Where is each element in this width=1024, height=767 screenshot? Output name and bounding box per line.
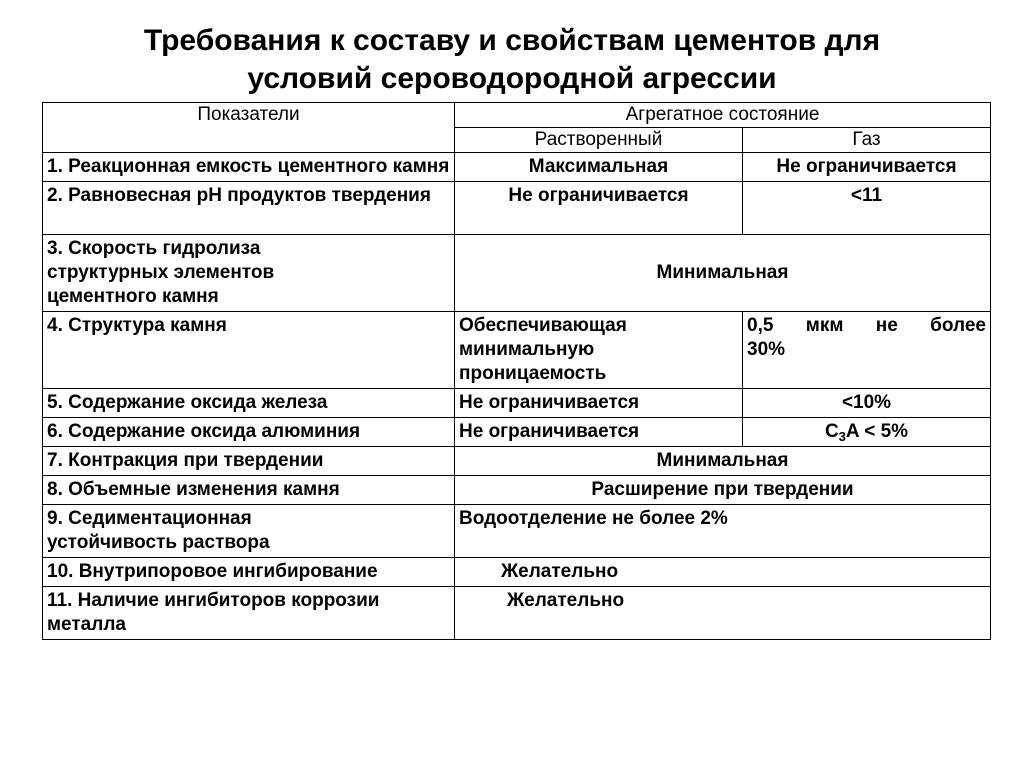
- row-label: 6. Содержание оксида алюминия: [43, 418, 455, 447]
- table-row: [43, 447, 991, 476]
- cell-gas-line-1: 0,5 мкм не более: [747, 315, 986, 336]
- page-title: [0, 22, 1024, 98]
- table-row: [43, 505, 991, 558]
- row-label: 11. Наличие ингибиторов коррозии металла: [43, 587, 455, 640]
- header-indicators: Показатели: [43, 103, 455, 153]
- row-label: 1. Реакционная емкость цементного камня: [43, 153, 455, 182]
- row-label: 2. Равновесная рН продуктов твердения: [43, 182, 455, 235]
- cell-dissolved: Не ограничивается: [455, 389, 743, 418]
- cell-merged: Минимальная: [455, 447, 991, 476]
- cell-dissolved: Обеспечивающая минимальную проницаемость: [455, 312, 743, 389]
- table-row: [43, 476, 991, 505]
- cell-dissolved: Максимальная: [455, 153, 743, 182]
- table-row: [43, 558, 991, 587]
- row-label: 8. Объемные изменения камня: [43, 476, 455, 505]
- row-label: 3. Скорость гидролиза структурных элементов цементного камня: [43, 235, 455, 312]
- table-row: [43, 389, 991, 418]
- table-row: [43, 312, 991, 389]
- cell-gas-rest: A < 5%: [845, 421, 909, 442]
- row-label: 10. Внутрипоровое ингибирование: [43, 558, 455, 587]
- cell-merged: Минимальная: [455, 235, 991, 312]
- row-label: 9. Седиментационная устойчивость раствора: [43, 505, 455, 558]
- cell-gas: Не ограничивается: [743, 153, 991, 182]
- table-row: [43, 418, 991, 447]
- requirements-table: [42, 102, 991, 640]
- cell-dissolved: Не ограничивается: [455, 418, 743, 447]
- cell-gas: [743, 312, 991, 389]
- cell-gas: <11: [743, 182, 991, 235]
- cell-gas-line-2: 30%: [747, 339, 786, 360]
- cell-gas: <10%: [743, 389, 991, 418]
- title-line-1: Требования к составу и свойствам цементов для: [143, 24, 881, 57]
- row-label: 4. Структура камня: [43, 312, 455, 389]
- cell-merged: Желательно: [455, 558, 991, 587]
- header-aggregate-state: Агрегатное состояние: [455, 103, 991, 128]
- cell-merged: Расширение при твердении: [455, 476, 991, 505]
- row-label: 7. Контракция при твердении: [43, 447, 455, 476]
- cell-gas: [743, 418, 991, 447]
- header-dissolved: Растворенный: [455, 128, 743, 153]
- row-label: 5. Содержание оксида железа: [43, 389, 455, 418]
- cell-merged: Водоотделение не более 2%: [455, 505, 991, 558]
- table-row: [43, 235, 991, 312]
- cell-gas-subscript: 3: [838, 429, 846, 444]
- header-row-1: [43, 103, 991, 128]
- table-row: [43, 587, 991, 640]
- table-row: [43, 182, 991, 235]
- table-row: [43, 153, 991, 182]
- title-line-2: условий сероводородной агрессии: [247, 62, 777, 95]
- cell-merged: Желательно: [455, 587, 991, 640]
- cell-dissolved: Не ограничивается: [455, 182, 743, 235]
- cell-gas-c: C: [824, 421, 839, 442]
- header-gas: Газ: [743, 128, 991, 153]
